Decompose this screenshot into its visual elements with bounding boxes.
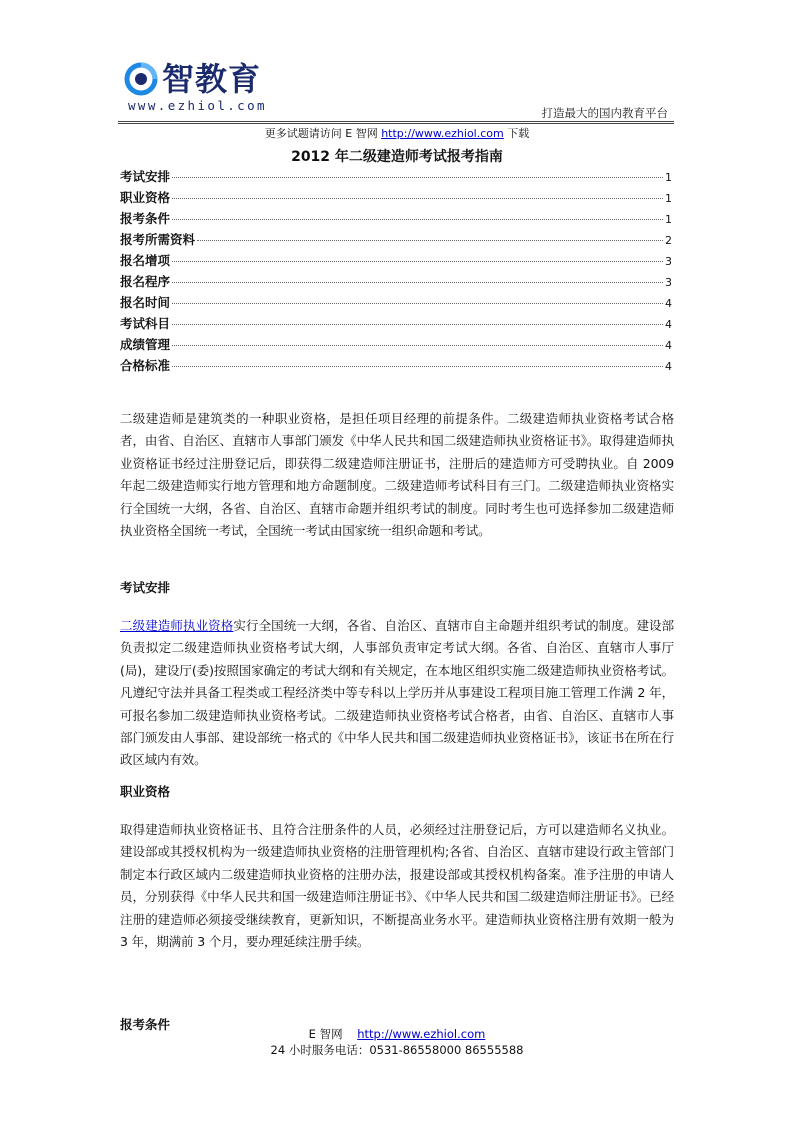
- logo-name: 智教育: [162, 60, 262, 98]
- toc-entry[interactable]: [120, 251, 672, 272]
- toc-leader-dots: [197, 240, 663, 241]
- footer-link[interactable]: http://www.ezhiol.com: [357, 1027, 486, 1041]
- toc-entry-page: 1: [665, 192, 672, 205]
- intro-paragraph: 二级建造师是建筑类的一种职业资格，是担任项目经理的前提条件。二级建造师执业资格考试合格者，由省、自治区、直辖市人事部门颁发《中华人民共和国二级建造师执业资格证书》。取得建造师执业资格证书经过注册登记后，即获得二级建造师注册证书，注册后的建造师方可受聘执业。自 2009 年起二级建造师实行地方管理和地方命题制度。二级建造师考试科目有三门。二级建造师执业资格实行全国统一大纲，各省、自治区、直辖市命题并组织考试的制度。同时考生也可选择参加二级建造师执业资格全国统一考试，全国统一考试由国家统一组织命题和考试。: [120, 411, 674, 539]
- toc-entry[interactable]: [120, 356, 672, 377]
- table-of-contents: [120, 167, 672, 377]
- toc-leader-dots: [172, 177, 663, 178]
- visit-link[interactable]: http://www.ezhiol.com: [381, 127, 504, 140]
- toc-entry[interactable]: [120, 293, 672, 314]
- e-swirl-logo-icon: [124, 62, 158, 96]
- exam-arrangement-paragraph: [120, 615, 674, 772]
- toc-entry-page: 3: [665, 276, 672, 289]
- toc-leader-dots: [172, 303, 663, 304]
- footer-site-line: [0, 1027, 794, 1042]
- toc-entry[interactable]: [120, 314, 672, 335]
- toc-entry-label: 合格标准: [120, 358, 171, 373]
- footer-hotline: 24 小时服务电话：0531-86558000 86555588: [270, 1043, 524, 1057]
- toc-entry-label: 报名时间: [120, 295, 171, 310]
- toc-leader-dots: [172, 282, 663, 283]
- toc-entry-page: 4: [665, 339, 672, 352]
- toc-leader-dots: [172, 366, 663, 367]
- visit-prefix: 更多试题请访问 E 智网: [264, 127, 382, 140]
- toc-leader-dots: [172, 324, 663, 325]
- toc-entry-page: 4: [665, 318, 672, 331]
- document-title: 2012 年二级建造师考试报考指南: [291, 149, 503, 165]
- section-heading-professional-qualification: 职业资格: [120, 784, 171, 799]
- toc-leader-dots: [172, 198, 663, 199]
- toc-leader-dots: [172, 345, 663, 346]
- toc-entry[interactable]: [120, 188, 672, 209]
- toc-entry-label: 报考条件: [120, 211, 171, 226]
- toc-entry[interactable]: [120, 335, 672, 356]
- section-heading-exam-arrangement: 考试安排: [120, 580, 171, 595]
- toc-entry[interactable]: [120, 167, 672, 188]
- toc-entry-page: 3: [665, 255, 672, 268]
- toc-entry-label: 考试安排: [120, 169, 171, 184]
- toc-entry-label: 报考所需资料: [120, 232, 196, 247]
- site-slogan: 打造最大的国内教育平台: [541, 106, 668, 120]
- visit-suffix: 下载: [503, 127, 530, 140]
- logo-url: www.ezhiol.com: [128, 98, 267, 113]
- toc-leader-dots: [172, 261, 663, 262]
- site-logo[interactable]: [120, 58, 270, 118]
- toc-entry-label: 报名程序: [120, 274, 171, 289]
- toc-entry-page: 2: [665, 234, 672, 247]
- toc-entry-label: 报名增项: [120, 253, 171, 268]
- toc-entry-page: 1: [665, 171, 672, 184]
- section-heading-requirements: 报考条件: [120, 1017, 171, 1032]
- footer-site-name: E 智网: [308, 1027, 343, 1041]
- toc-entry-label: 考试科目: [120, 316, 171, 331]
- exam-arrangement-text: 实行全国统一大纲，各省、自治区、直辖市自主命题并组织考试的制度。建设部负责拟定二级建造师执业资格考试大纲，人事部负责审定考试大纲。各省、自治区、直辖市人事厅(局)，建设厅(委)按照国家确定的考试大纲和有关规定，在本地区组织实施二级建造师执业资格考试。凡遵纪守法并具备工程类或工程经济类中等专科以上学历并从事建设工程项目施工管理工作满 2 年，可报名参加二级建造师执业资格考试。二级建造师执业资格考试合格者，由省、自治区、直辖市人事部门颁发由人事部、建设部统一格式的《中华人民共和国二级建造师执业资格证书》，该证书在所在行政区域内有效。: [120, 618, 674, 768]
- header-divider-secondary: [118, 123, 674, 124]
- toc-entry-page: 1: [665, 213, 672, 226]
- toc-entry-page: 4: [665, 297, 672, 310]
- toc-entry[interactable]: [120, 209, 672, 230]
- toc-entry-page: 4: [665, 360, 672, 373]
- toc-entry-label: 成绩管理: [120, 337, 171, 352]
- professional-qualification-paragraph: 取得建造师执业资格证书、且符合注册条件的人员，必须经过注册登记后，方可以建造师名义执业。建设部或其授权机构为一级建造师执业资格的注册管理机构;各省、自治区、直辖市建设行政主管部门制定本行政区域内二级建造师执业资格的注册办法，报建设部或其授权机构备案。准予注册的申请人员，分别获得《中华人民共和国一级建造师注册证书》、《中华人民共和国二级建造师注册证书》。已经注册的建造师必须接受继续教育，更新知识，不断提高业务水平。建造师执业资格注册有效期一般为 3 年，期满前 3 个月，要办理延续注册手续。: [120, 822, 674, 950]
- qualification-link[interactable]: 二级建造师执业资格: [120, 618, 234, 633]
- toc-leader-dots: [172, 219, 663, 220]
- toc-entry[interactable]: [120, 230, 672, 251]
- toc-entry[interactable]: [120, 272, 672, 293]
- header-divider: [118, 121, 674, 122]
- visit-notice: [0, 127, 794, 141]
- toc-entry-label: 职业资格: [120, 190, 171, 205]
